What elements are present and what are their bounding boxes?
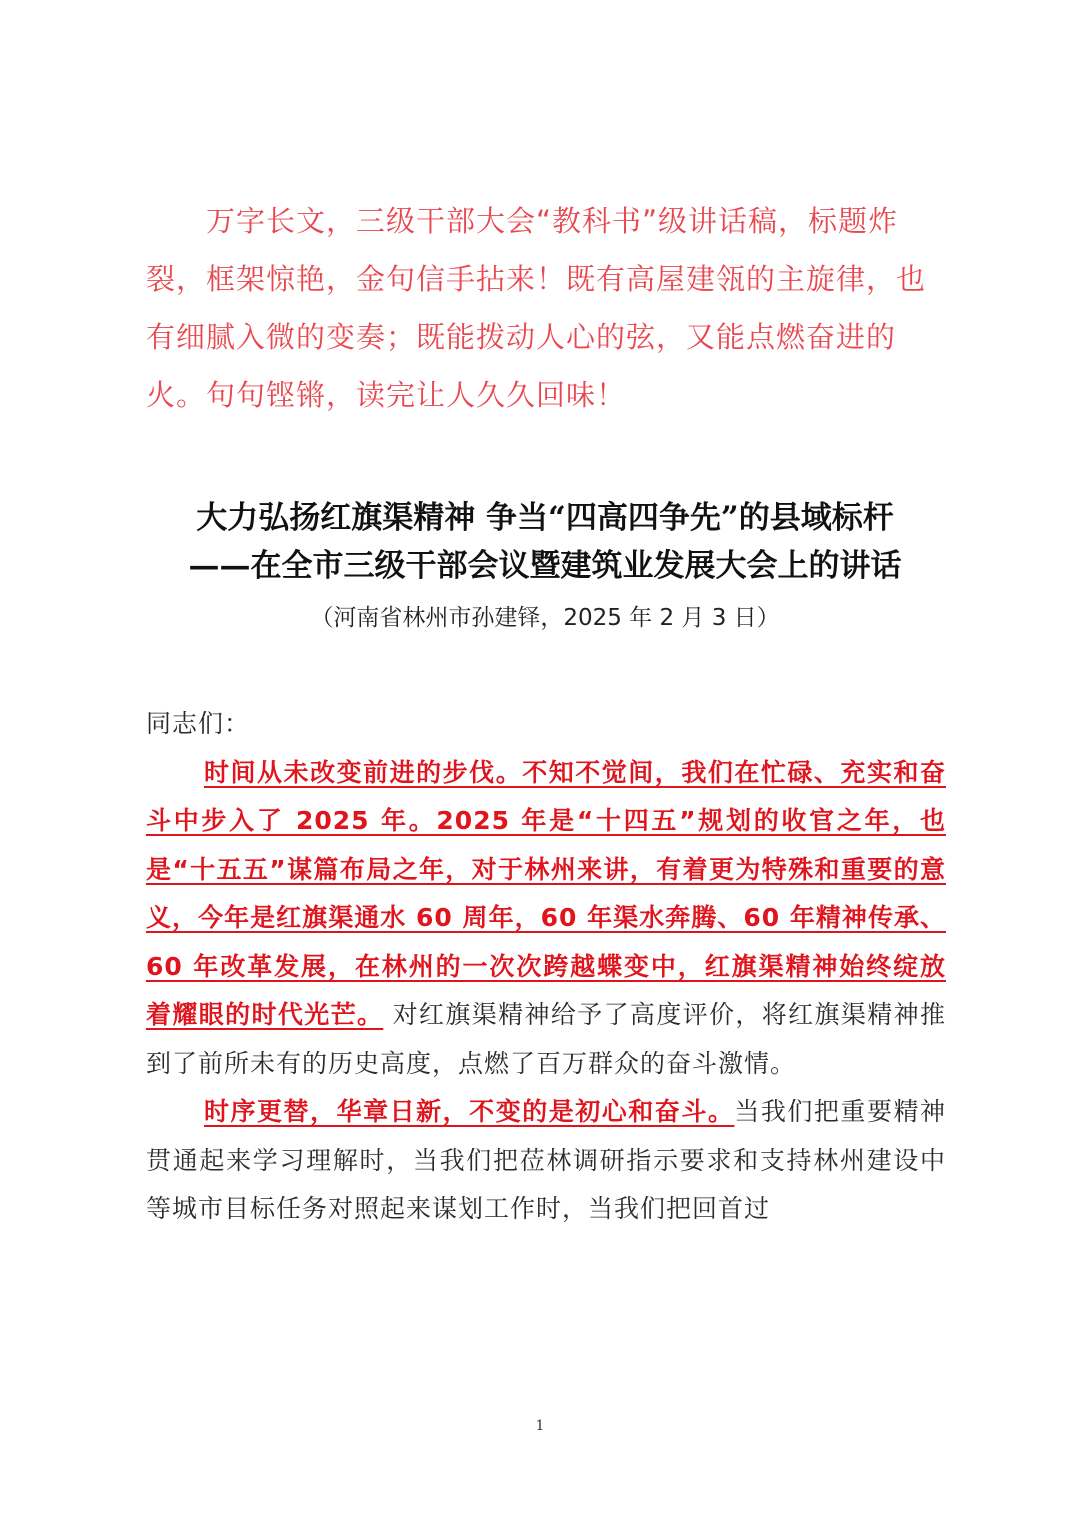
title-subtitle: ——在全市三级干部会议暨建筑业发展大会上的讲话 <box>188 548 902 584</box>
speaker-byline: （河南省林州市孙建铎，2025 年 2 月 3 日） <box>310 605 780 631</box>
paragraph-text: 当我们把重要精神贯通起来学习理解时，当我们把莅林调研指示要求和支持林州建设中等城市目标任务对照起来谋划工作时，当我们把回首过 <box>146 1097 946 1223</box>
paragraph <box>146 1088 946 1234</box>
highlighted-sentence: 时间从未改变前进的步伐。不知不觉间，我们在忙碌、充实和奋斗中步入了 2025 年。2025 年是“十四五”规划的收官之年，也是“十五五”谋篇布局之年，对于林州来讲，有着更为特殊和重要的意义，今年是红旗渠通水 60 周年，60 年渠水奔腾、60 年精神传承、60 年改革发展，在林州的一次次跨越蝶变中，红旗渠精神始终绽放着耀眼的时代光芒。 <box>146 757 946 1029</box>
intro-blurb: 万字长文，三级干部大会“教科书”级讲话稿，标题炸裂，框架惊艳，金句信手拈来！既有高屋建瓴的主旋律，也有细腻入微的变奏；既能拨动人心的弦，又能点燃奋进的火。句句铿锵，读完让人久久回味！ <box>146 204 927 412</box>
page-number: 1 <box>535 1418 545 1434</box>
highlighted-sentence: 时序更替，华章日新，不变的是初心和奋斗。 <box>204 1097 735 1126</box>
title-main: 大力弘扬红旗渠精神 争当“四高四争先”的县域标杆 <box>196 500 894 536</box>
paragraph <box>146 749 946 1089</box>
speech-body <box>146 700 946 1234</box>
salutation: 同志们： <box>146 709 251 738</box>
speech-title <box>100 494 990 590</box>
paragraph-text: 对红旗渠精神给予了高度评价，将红旗渠精神推到了前所未有的历史高度，点燃了百万群众的奋斗激情。 <box>146 1000 946 1078</box>
